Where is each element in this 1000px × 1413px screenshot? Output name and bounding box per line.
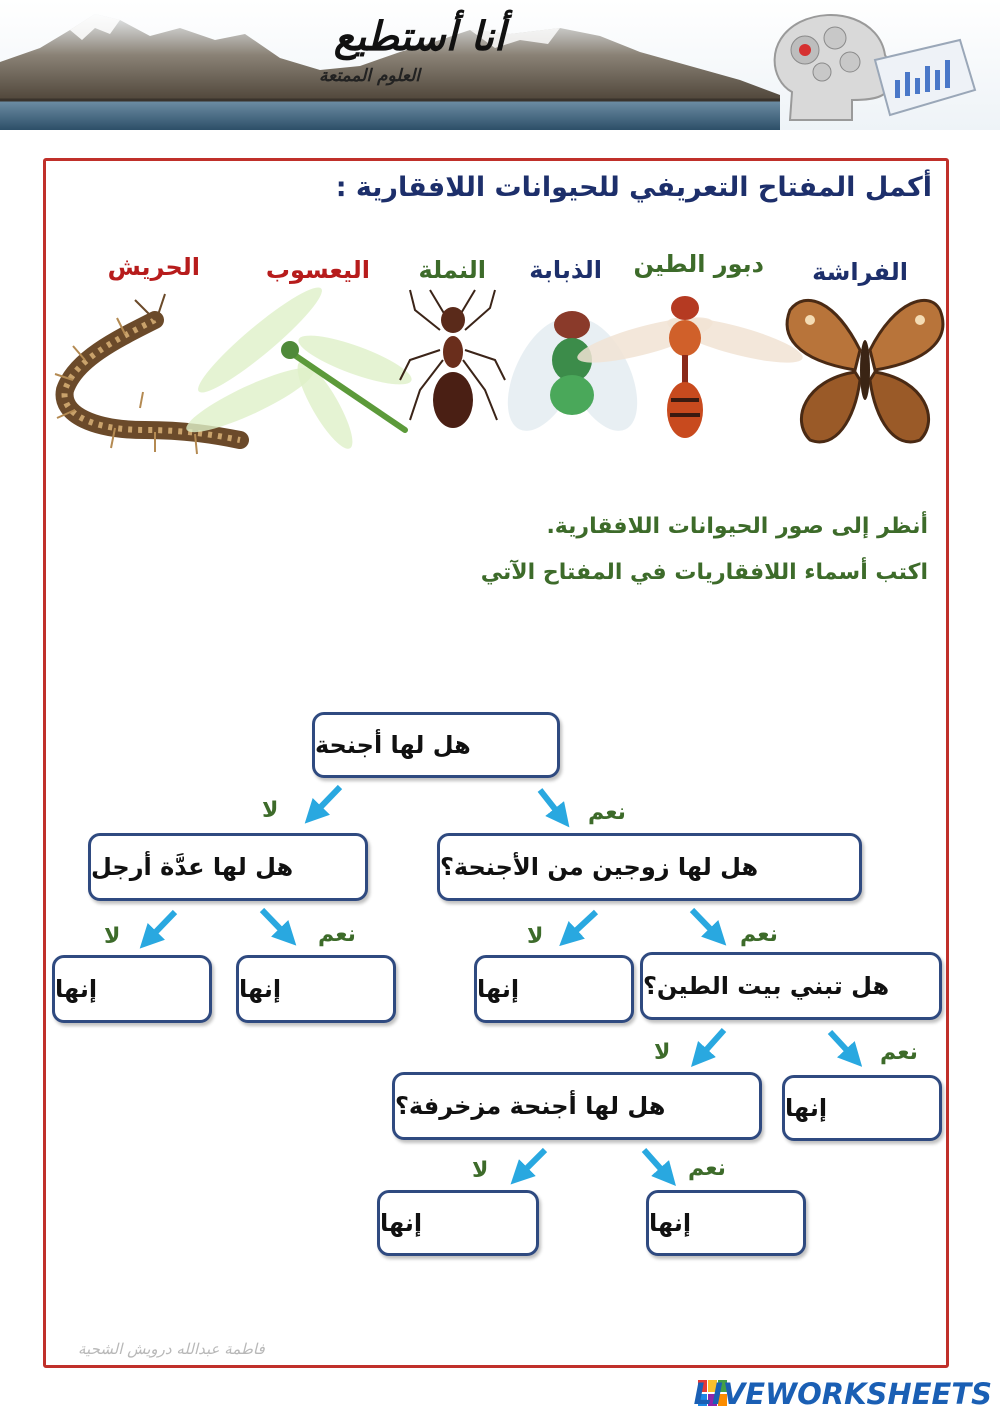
- author-credit: فاطمة عبدالله درويش الشحية: [78, 1340, 265, 1358]
- arrow-no-1: [313, 787, 340, 815]
- animal-name-butterfly: الفراشة: [812, 258, 908, 286]
- question-builds-mud-house: هل تبني بيت الطين؟: [640, 952, 942, 1020]
- animal-name-centipede: الحريش: [107, 253, 200, 281]
- question-has-wings: هل لها أجنحة: [312, 712, 560, 778]
- instruction-look: أنظر إلى صور الحيوانات اللافقارية.: [546, 514, 928, 539]
- label-yes-5: نعم: [688, 1156, 726, 1181]
- label-no-4: لا: [654, 1040, 671, 1065]
- arrow-yes-1: [540, 790, 562, 818]
- animal-name-dragonfly: اليعسوب: [265, 256, 370, 284]
- label-yes-4: نعم: [880, 1040, 918, 1065]
- label-no-5: لا: [472, 1158, 489, 1183]
- arrow-no-3: [568, 912, 596, 938]
- label-no-1: لا: [262, 798, 279, 823]
- question-decorated-wings: هل لها أجنحة مزخرفة؟: [392, 1072, 762, 1140]
- label-no-2: لا: [104, 924, 121, 949]
- question-two-pairs-wings: هل لها زوجين من الأجنحة؟: [437, 833, 862, 901]
- label-yes-3: نعم: [740, 922, 778, 947]
- answer-label: إنها: [380, 1209, 423, 1237]
- arrow-no-2: [148, 912, 175, 940]
- arrow-yes-5: [644, 1150, 668, 1177]
- liveworksheets-brand[interactable]: LIVEWORKSHEETS: [693, 1377, 992, 1411]
- arrow-no-5: [519, 1150, 545, 1176]
- animal-name-mud-wasp: دبور الطين: [633, 250, 764, 278]
- instruction-write: اكتب أسماء اللافقاريات في المفتاح الآتي: [480, 560, 928, 585]
- label-no-3: لا: [527, 924, 544, 949]
- arrow-no-4: [699, 1030, 724, 1058]
- arrow-yes-3: [692, 910, 718, 937]
- label-yes-2: نعم: [318, 922, 356, 947]
- label-yes-1: نعم: [588, 800, 626, 825]
- answer-label: إنها: [649, 1209, 692, 1237]
- animal-name-fly: الذبابة: [529, 256, 602, 284]
- arrow-yes-4: [830, 1032, 854, 1058]
- answer-label: إنها: [55, 975, 98, 1003]
- answer-box-decorated-wings[interactable]: [646, 1190, 806, 1256]
- answer-box-mud-house[interactable]: [782, 1075, 942, 1141]
- instruction-title: أكمل المفتاح التعريفي للحيوانات اللافقارية :: [335, 172, 932, 203]
- animal-name-ant: النملة: [418, 256, 486, 284]
- answer-label: إنها: [477, 975, 520, 1003]
- answer-box-one-pair[interactable]: [474, 955, 634, 1023]
- answer-box-no-legs[interactable]: [52, 955, 212, 1023]
- answer-label: إنها: [785, 1094, 828, 1122]
- answer-label: إنها: [239, 975, 282, 1003]
- answer-box-plain-wings[interactable]: [377, 1190, 539, 1256]
- answer-box-many-legs[interactable]: [236, 955, 396, 1023]
- banner-title: أنا أستطيع: [333, 14, 505, 60]
- arrow-yes-2: [262, 910, 288, 937]
- question-many-legs: هل لها عدَّة أرجل: [88, 833, 368, 901]
- banner-subtitle: العلوم الممتعة: [319, 66, 420, 86]
